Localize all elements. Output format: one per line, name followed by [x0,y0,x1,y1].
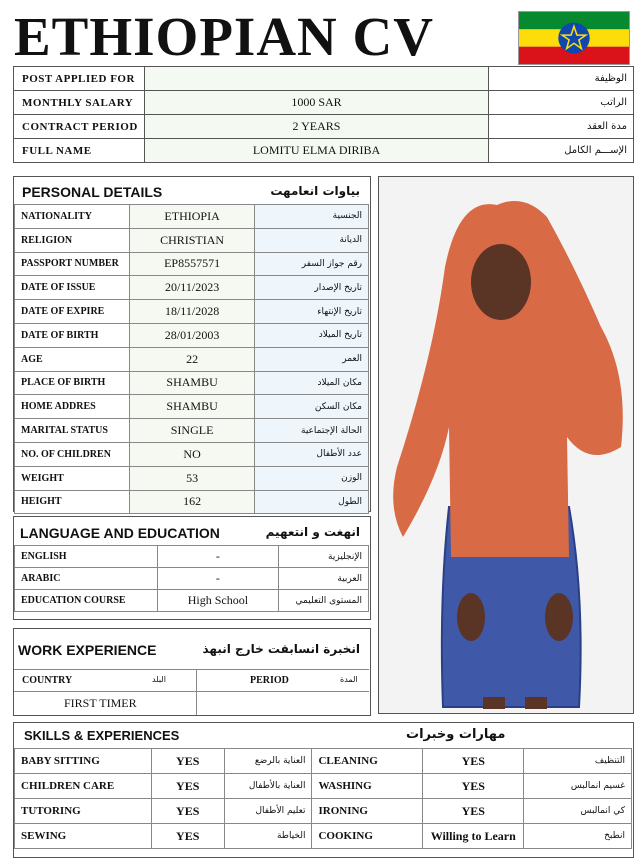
language-education-value: High School [157,590,279,612]
job-info-label-arabic: الراتب [489,91,634,115]
personal-detail-label-arabic: رقم جواز السفر [255,252,369,276]
personal-detail-label-arabic: الديانة [255,228,369,252]
skills-table [14,748,632,849]
personal-detail-label: PASSPORT NUMBER [15,252,130,276]
personal-detail-value: 22 [129,347,255,371]
personal-detail-value: 20/11/2023 [129,276,255,300]
skill-label: BABY SITTING [15,749,152,774]
skill-label-arabic: انطبخ [524,824,632,849]
personal-detail-label: NO. OF CHILDREN [15,442,130,466]
language-education-row [15,546,369,568]
job-info-label: POST APPLIED FOR [14,67,145,91]
skills-row [15,749,632,774]
personal-detail-label-arabic: مكان السكن [255,395,369,419]
personal-detail-label: WEIGHT [15,466,130,490]
work-experience-title-arabic: انخبرة انسابقت خارج انبهذ [202,642,360,656]
language-education-value: - [157,568,279,590]
skill-label: IRONING [312,799,423,824]
language-education-label-arabic: المستوى التعليمي [279,590,369,612]
personal-details-row [15,347,369,371]
personal-detail-value: NO [129,442,255,466]
personal-detail-value: SHAMBU [129,371,255,395]
skills-row [15,774,632,799]
job-info-label-arabic: مدة العقد [489,115,634,139]
language-education-title: LANGUAGE AND EDUCATION [20,525,220,541]
skill-label-arabic: العناية بالأطفال [224,774,312,799]
personal-detail-value: CHRISTIAN [129,228,255,252]
skill-label: CLEANING [312,749,423,774]
personal-details-row [15,442,369,466]
language-education-section [13,516,371,620]
job-info-table [13,66,634,163]
skill-value: YES [151,774,224,799]
skill-value: YES [423,774,524,799]
skill-label: SEWING [15,824,152,849]
country-label: COUNTRY [22,675,73,686]
personal-detail-label-arabic: مكان الميلاد [255,371,369,395]
job-info-value: LOMITU ELMA DIRIBA [145,139,489,163]
personal-detail-value: ETHIOPIA [129,205,255,229]
personal-details-title-arabic: بياوات انعامهت [270,184,360,198]
skill-label: COOKING [312,824,423,849]
period-label: PERIOD [250,675,289,686]
skill-value: YES [151,824,224,849]
skill-value: YES [151,749,224,774]
skills-row [15,799,632,824]
skills-row [15,824,632,849]
job-info-row [14,67,634,91]
personal-details-row [15,276,369,300]
document-title: ETHIOPIAN CV [14,6,434,67]
country-label-arabic: البلد [152,675,166,684]
personal-detail-label-arabic: الجنسية [255,205,369,229]
job-info-label: CONTRACT PERIOD [14,115,145,139]
personal-details-row [15,300,369,324]
personal-detail-label: AGE [15,347,130,371]
job-info-row [14,91,634,115]
personal-details-row [15,205,369,229]
job-info-row [14,139,634,163]
personal-detail-label: NATIONALITY [15,205,130,229]
skills-title: SKILLS & EXPERIENCES [24,728,180,743]
skill-label-arabic: تعليم الأطفال [224,799,312,824]
personal-detail-label: DATE OF ISSUE [15,276,130,300]
language-education-title-arabic: انهغت و انتعهيم [265,525,360,539]
skill-label-arabic: العناية بالرضع [224,749,312,774]
skill-value: Willing to Learn [423,824,524,849]
personal-detail-label-arabic: تاريخ الميلاد [255,323,369,347]
personal-detail-label: HEIGHT [15,490,130,514]
skill-label-arabic: الخياطة [224,824,312,849]
personal-detail-label: DATE OF EXPIRE [15,300,130,324]
language-education-row [15,568,369,590]
job-info-label-arabic: الإســـم الكامل [489,139,634,163]
language-education-label: ENGLISH [15,546,158,568]
personal-detail-value: 162 [129,490,255,514]
skills-section [13,722,634,858]
skill-label-arabic: غسيم انمالبس [524,774,632,799]
personal-detail-value: EP8557571 [129,252,255,276]
personal-detail-value: SINGLE [129,419,255,443]
personal-details-row [15,371,369,395]
language-education-label-arabic: الإنجليزية [279,546,369,568]
personal-detail-value: SHAMBU [129,395,255,419]
personal-detail-value: 53 [129,466,255,490]
skill-label-arabic: كي انمالبس [524,799,632,824]
personal-details-row [15,252,369,276]
personal-details-row [15,490,369,514]
personal-detail-label: RELIGION [15,228,130,252]
personal-detail-label-arabic: العمر [255,347,369,371]
job-info-value: 1000 SAR [145,91,489,115]
personal-detail-label: PLACE OF BIRTH [15,371,130,395]
personal-detail-label-arabic: تاريخ الإصدار [255,276,369,300]
job-info-value: 2 YEARS [145,115,489,139]
job-info-label: FULL NAME [14,139,145,163]
personal-detail-label-arabic: عدد الأطفال [255,442,369,466]
personal-detail-label: MARITAL STATUS [15,419,130,443]
job-info-row [14,115,634,139]
work-experience-value: FIRST TIMER [64,696,137,710]
personal-detail-label: HOME ADDRES [15,395,130,419]
language-education-label-arabic: العربية [279,568,369,590]
language-education-row [15,590,369,612]
work-experience-title: WORK EXPERIENCE [18,642,157,658]
ethiopia-flag-icon [518,11,630,65]
personal-detail-value: 18/11/2028 [129,300,255,324]
language-education-table [14,545,369,612]
personal-details-row [15,395,369,419]
personal-details-table [14,204,369,514]
job-info-value [145,67,489,91]
job-info-label-arabic: الوظيفة [489,67,634,91]
personal-detail-label-arabic: الحالة الإجتماعية [255,419,369,443]
skill-value: YES [423,799,524,824]
skill-label: CHILDREN CARE [15,774,152,799]
skill-label: WASHING [312,774,423,799]
personal-details-title: PERSONAL DETAILS [22,184,163,200]
personal-detail-label-arabic: الوزن [255,466,369,490]
applicant-photo [378,176,634,714]
personal-detail-label-arabic: تاريخ الإنتهاء [255,300,369,324]
language-education-label: ARABIC [15,568,158,590]
personal-detail-label: DATE OF BIRTH [15,323,130,347]
personal-details-section [13,176,371,512]
language-education-label: EDUCATION COURSE [15,590,158,612]
period-label-arabic: المدة [340,675,358,684]
personal-details-row [15,419,369,443]
personal-details-row [15,323,369,347]
skill-label-arabic: التنظيف [524,749,632,774]
language-education-value: - [157,546,279,568]
work-experience-section [13,628,371,716]
personal-details-row [15,228,369,252]
skills-title-arabic: مهارات وخبرات [406,727,506,742]
applicant-portrait-image [379,177,634,714]
personal-detail-label-arabic: الطول [255,490,369,514]
job-info-label: MONTHLY SALARY [14,91,145,115]
skill-value: YES [423,749,524,774]
personal-detail-value: 28/01/2003 [129,323,255,347]
personal-details-row [15,466,369,490]
skill-label: TUTORING [15,799,152,824]
skill-value: YES [151,799,224,824]
